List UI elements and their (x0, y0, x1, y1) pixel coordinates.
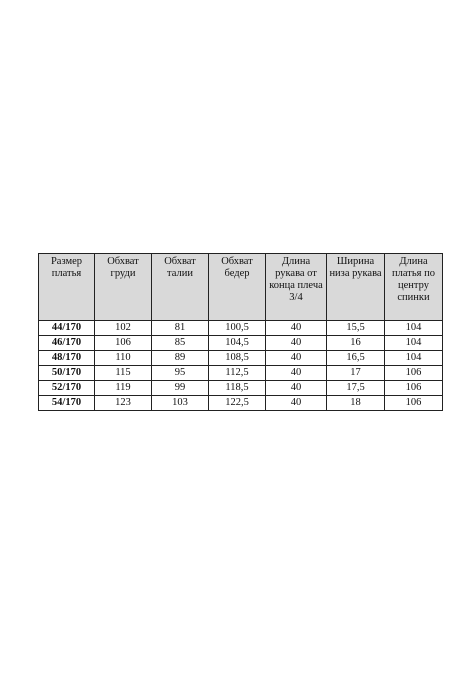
table-cell: 40 (266, 321, 327, 336)
header-line: рукава от (275, 268, 317, 279)
header-line: Размер (50, 256, 83, 267)
header-line: талии (167, 268, 193, 279)
table-cell: 115 (95, 366, 152, 381)
size-cell: 54/170 (39, 396, 95, 411)
table-cell: 112,5 (209, 366, 266, 381)
table-cell: 40 (266, 396, 327, 411)
header-hips (209, 254, 266, 321)
size-cell: 50/170 (39, 366, 95, 381)
table-cell: 106 (385, 366, 443, 381)
size-cell: 48/170 (39, 351, 95, 366)
table-cell: 40 (266, 366, 327, 381)
table-cell: 89 (152, 351, 209, 366)
table-cell: 104 (385, 351, 443, 366)
table-cell: 17 (327, 366, 385, 381)
header-line: низа рукава (329, 268, 382, 279)
header-line: платья по (392, 268, 435, 279)
table-cell: 15,5 (327, 321, 385, 336)
header-dress-length (385, 254, 443, 321)
header-waist (152, 254, 209, 321)
table-row (39, 381, 443, 396)
table-row (39, 396, 443, 411)
header-chest (95, 254, 152, 321)
table-cell: 16,5 (327, 351, 385, 366)
header-line: платья (51, 268, 82, 279)
table-cell: 104,5 (209, 336, 266, 351)
table-cell: 118,5 (209, 381, 266, 396)
table-cell: 123 (95, 396, 152, 411)
table-cell: 110 (95, 351, 152, 366)
header-line: Обхват (221, 256, 253, 267)
table-header (39, 254, 443, 321)
table-cell: 95 (152, 366, 209, 381)
header-line: Длина (281, 256, 311, 267)
table-cell: 99 (152, 381, 209, 396)
table-cell: 106 (95, 336, 152, 351)
table-cell: 16 (327, 336, 385, 351)
table-cell: 40 (266, 351, 327, 366)
header-line: 3/4 (289, 292, 303, 303)
header-sleeve-length (266, 254, 327, 321)
table-cell: 17,5 (327, 381, 385, 396)
table-cell: 102 (95, 321, 152, 336)
table-row (39, 321, 443, 336)
table-row (39, 351, 443, 366)
table-cell: 100,5 (209, 321, 266, 336)
size-cell: 46/170 (39, 336, 95, 351)
table-cell: 18 (327, 396, 385, 411)
header-line: бедер (224, 268, 250, 279)
header-line: центру (398, 280, 429, 291)
header-line: Ширина (336, 256, 375, 267)
header-size (39, 254, 95, 321)
header-sleeve-width (327, 254, 385, 321)
table-cell: 122,5 (209, 396, 266, 411)
header-row (39, 254, 443, 321)
table-cell: 106 (385, 396, 443, 411)
table-body (39, 321, 443, 411)
table-row (39, 366, 443, 381)
header-line: Обхват (164, 256, 196, 267)
table-cell: 81 (152, 321, 209, 336)
table-cell: 40 (266, 381, 327, 396)
header-line: спинки (397, 292, 430, 303)
table-cell: 103 (152, 396, 209, 411)
table-cell: 104 (385, 321, 443, 336)
header-line: конца плеча (269, 280, 323, 291)
table-cell: 106 (385, 381, 443, 396)
header-line: груди (110, 268, 136, 279)
header-line: Длина (399, 256, 428, 267)
table-cell: 119 (95, 381, 152, 396)
size-cell: 52/170 (39, 381, 95, 396)
size-chart-table (38, 253, 443, 411)
table-cell: 108,5 (209, 351, 266, 366)
table-cell: 85 (152, 336, 209, 351)
header-line: Обхват (107, 256, 139, 267)
size-cell: 44/170 (39, 321, 95, 336)
table-row (39, 336, 443, 351)
table-cell: 40 (266, 336, 327, 351)
table-cell: 104 (385, 336, 443, 351)
